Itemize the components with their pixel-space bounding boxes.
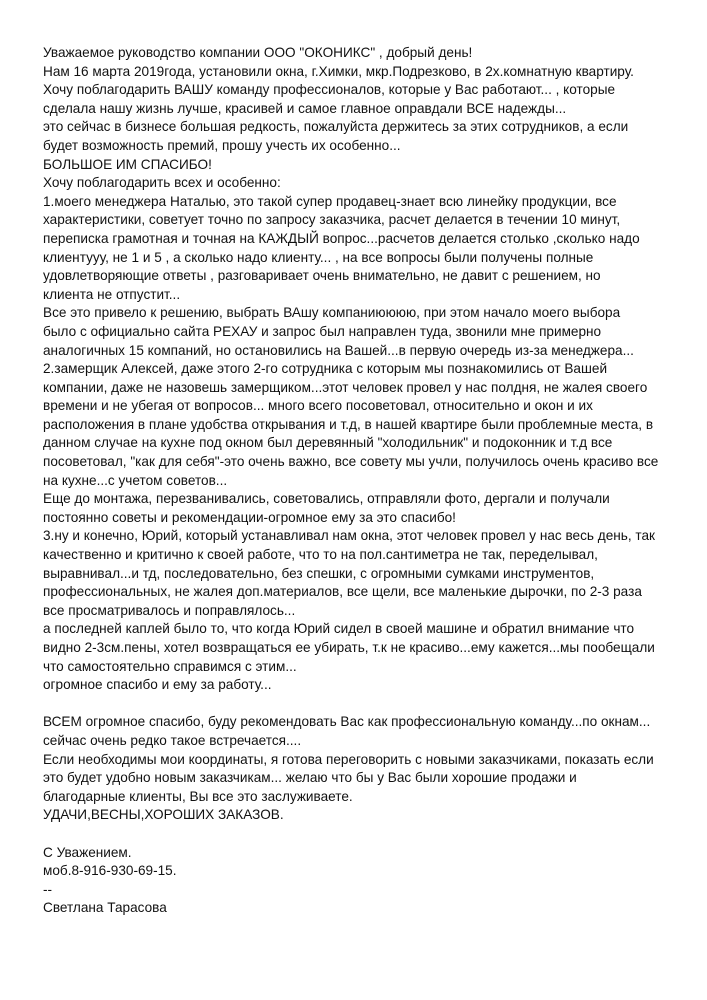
letter-body-line: данном случае на кухне под окном был деревянный "холодильник" и подоконник и т.д все: [43, 435, 613, 451]
letter-body-line: будет возможность премий, прошу учесть их особенно...: [43, 137, 401, 153]
signature-separator: --: [43, 881, 53, 897]
letter-body-line: Уважаемое руководство компании ООО "ОКОНИКС" , добрый день!: [43, 45, 473, 60]
letter-body-line: БОЛЬШОЕ ИМ СПАСИБО!: [43, 156, 212, 172]
letter-body-line: аналогичных 15 компаний, но остановились на Вашей...в первую очередь из-за менеджера...: [43, 342, 634, 358]
letter-body-line: на кухне...с учетом советов...: [43, 472, 228, 488]
letter-closing-line: Если необходимы мои координаты, я готова переговорить с новыми заказчиками, показать если: [43, 751, 654, 767]
letter-body-line: Еще до монтажа, перезванивались, советовались, отправляли фото, дергали и получали: [43, 491, 610, 507]
letter-closing-line: это будет удобно новым заказчикам... желаю что бы у Вас были хорошие продажи и: [43, 770, 577, 786]
letter-closing-line: УДАЧИ,ВЕСНЫ,ХОРОШИХ ЗАКАЗОВ.: [43, 807, 284, 823]
letter-closing: [43, 713, 673, 825]
letter-body: [43, 44, 673, 695]
letter-closing-line: благодарные клиенты, Вы все это заслуживаете.: [43, 788, 353, 804]
letter-body-line: было с официально сайта РЕХАУ и запрос был направлен туда, звонили мне примерно: [43, 323, 602, 339]
letter-body-line: удовлетворяющие ответы , разговаривает очень внимательно, не давит с решением, но: [43, 268, 601, 284]
letter-body-line: компании, даже не назовешь замерщиком...этот человек провел у нас полдня, не жалея своего: [43, 379, 648, 395]
signature-regards: С Уважением.: [43, 844, 132, 860]
letter-body-line: клиента не отпустит...: [43, 286, 181, 302]
letter-body-line: сделала нашу жизнь лучше, красивей и самое главное оправдали ВСЕ надежды...: [43, 100, 567, 116]
signature-block: [43, 844, 673, 918]
letter-body-line: 3.ну и конечно, Юрий, который устанавливал нам окна, этот человек провел у нас весь день, так: [43, 528, 655, 544]
letter-body-line: огромное спасибо и ему за работу...: [43, 677, 272, 693]
letter-body-line: переписка грамотная и точная на КАЖДЫЙ вопрос...расчетов делается столько ,сколько надо: [43, 230, 640, 246]
letter-body-line: характеристики, советует точно по запросу заказчика, расчет делается в течении 10 минут,: [43, 212, 621, 228]
letter-body-line: все просматривалось и поправлялось...: [43, 602, 296, 618]
letter-body-line: качественно и критично к своей работе, что то на пол.сантиметра не так, переделывал,: [43, 547, 598, 563]
letter-body-line: Хочу поблагодарить всех и особенно:: [43, 175, 281, 191]
letter-body-line: посоветовал, "как для себя"-это очень важно, все совету мы учли, получилось очень красиво все: [43, 454, 659, 470]
signature-name: Светлана Тарасова: [43, 900, 167, 916]
letter-body-line: постоянно советы и рекомендации-огромное ему за это спасибо!: [43, 509, 456, 525]
letter-body-line: а последней каплей было то, что когда Юрий сидел в своей машине и обратил внимание что: [43, 621, 635, 637]
letter-body-line: Нам 16 марта 2019года, установили окна, г.Химки, мкр.Подрезково, в 2х.комнатную квартиру.: [43, 63, 634, 79]
paragraph-gap: [43, 695, 673, 714]
letter-body-line: видно 2-3см.пены, хотел возвращаться ее убирать, т.к не красиво...ему кажется...мы пообещали: [43, 640, 655, 655]
letter-body-line: что самостоятельно справимся с этим...: [43, 658, 297, 674]
letter-body-line: 2.замерщик Алексей, даже этого 2-го сотрудника с которым мы познакомились от Вашей: [43, 361, 608, 377]
letter-body-line: профессиональных, не жалея доп.материалов, все щели, все маленькие дырочки, по 2-3 раза: [43, 584, 642, 600]
letter-body-line: выравнивал...и тд, последовательно, без спешки, с огромными сумками инструментов,: [43, 565, 595, 581]
letter-text: [43, 44, 673, 918]
letter-body-line: 1.моего менеджера Наталью, это такой супер продавец-знает всю линейку продукции, все: [43, 193, 617, 209]
letter-closing-line: ВСЕМ огромное спасибо, буду рекомендовать Вас как профессиональную команду...по окнам...: [43, 714, 651, 730]
letter-body-line: это сейчас в бизнесе большая редкость, пожалуйста держитесь за этих сотрудников, а если: [43, 119, 629, 135]
letter-body-line: Хочу поблагодарить ВАШУ команду профессионалов, которые у Вас работают... , которые: [43, 82, 616, 98]
paragraph-gap: [43, 825, 673, 844]
letter-body-line: расположения в плане удобства открывания и т.д, в нашей квартире были проблемные места, в: [43, 416, 654, 432]
letter-body-line: Все это привело к решению, выбрать ВАшу компаниюююю, при этом начало моего выбора: [43, 305, 621, 321]
signature-phone: моб.8-916-930-69-15.: [43, 863, 177, 879]
letter-body-line: клиентууу, не 1 и 5 , а сколько надо клиенту... , на все вопросы были получены полные: [43, 249, 594, 265]
letter-body-line: времени и не убегая от вопросов... много всего посоветовал, относительно и окон и их: [43, 398, 593, 414]
letter-closing-line: сейчас очень редко такое встречается....: [43, 732, 302, 748]
